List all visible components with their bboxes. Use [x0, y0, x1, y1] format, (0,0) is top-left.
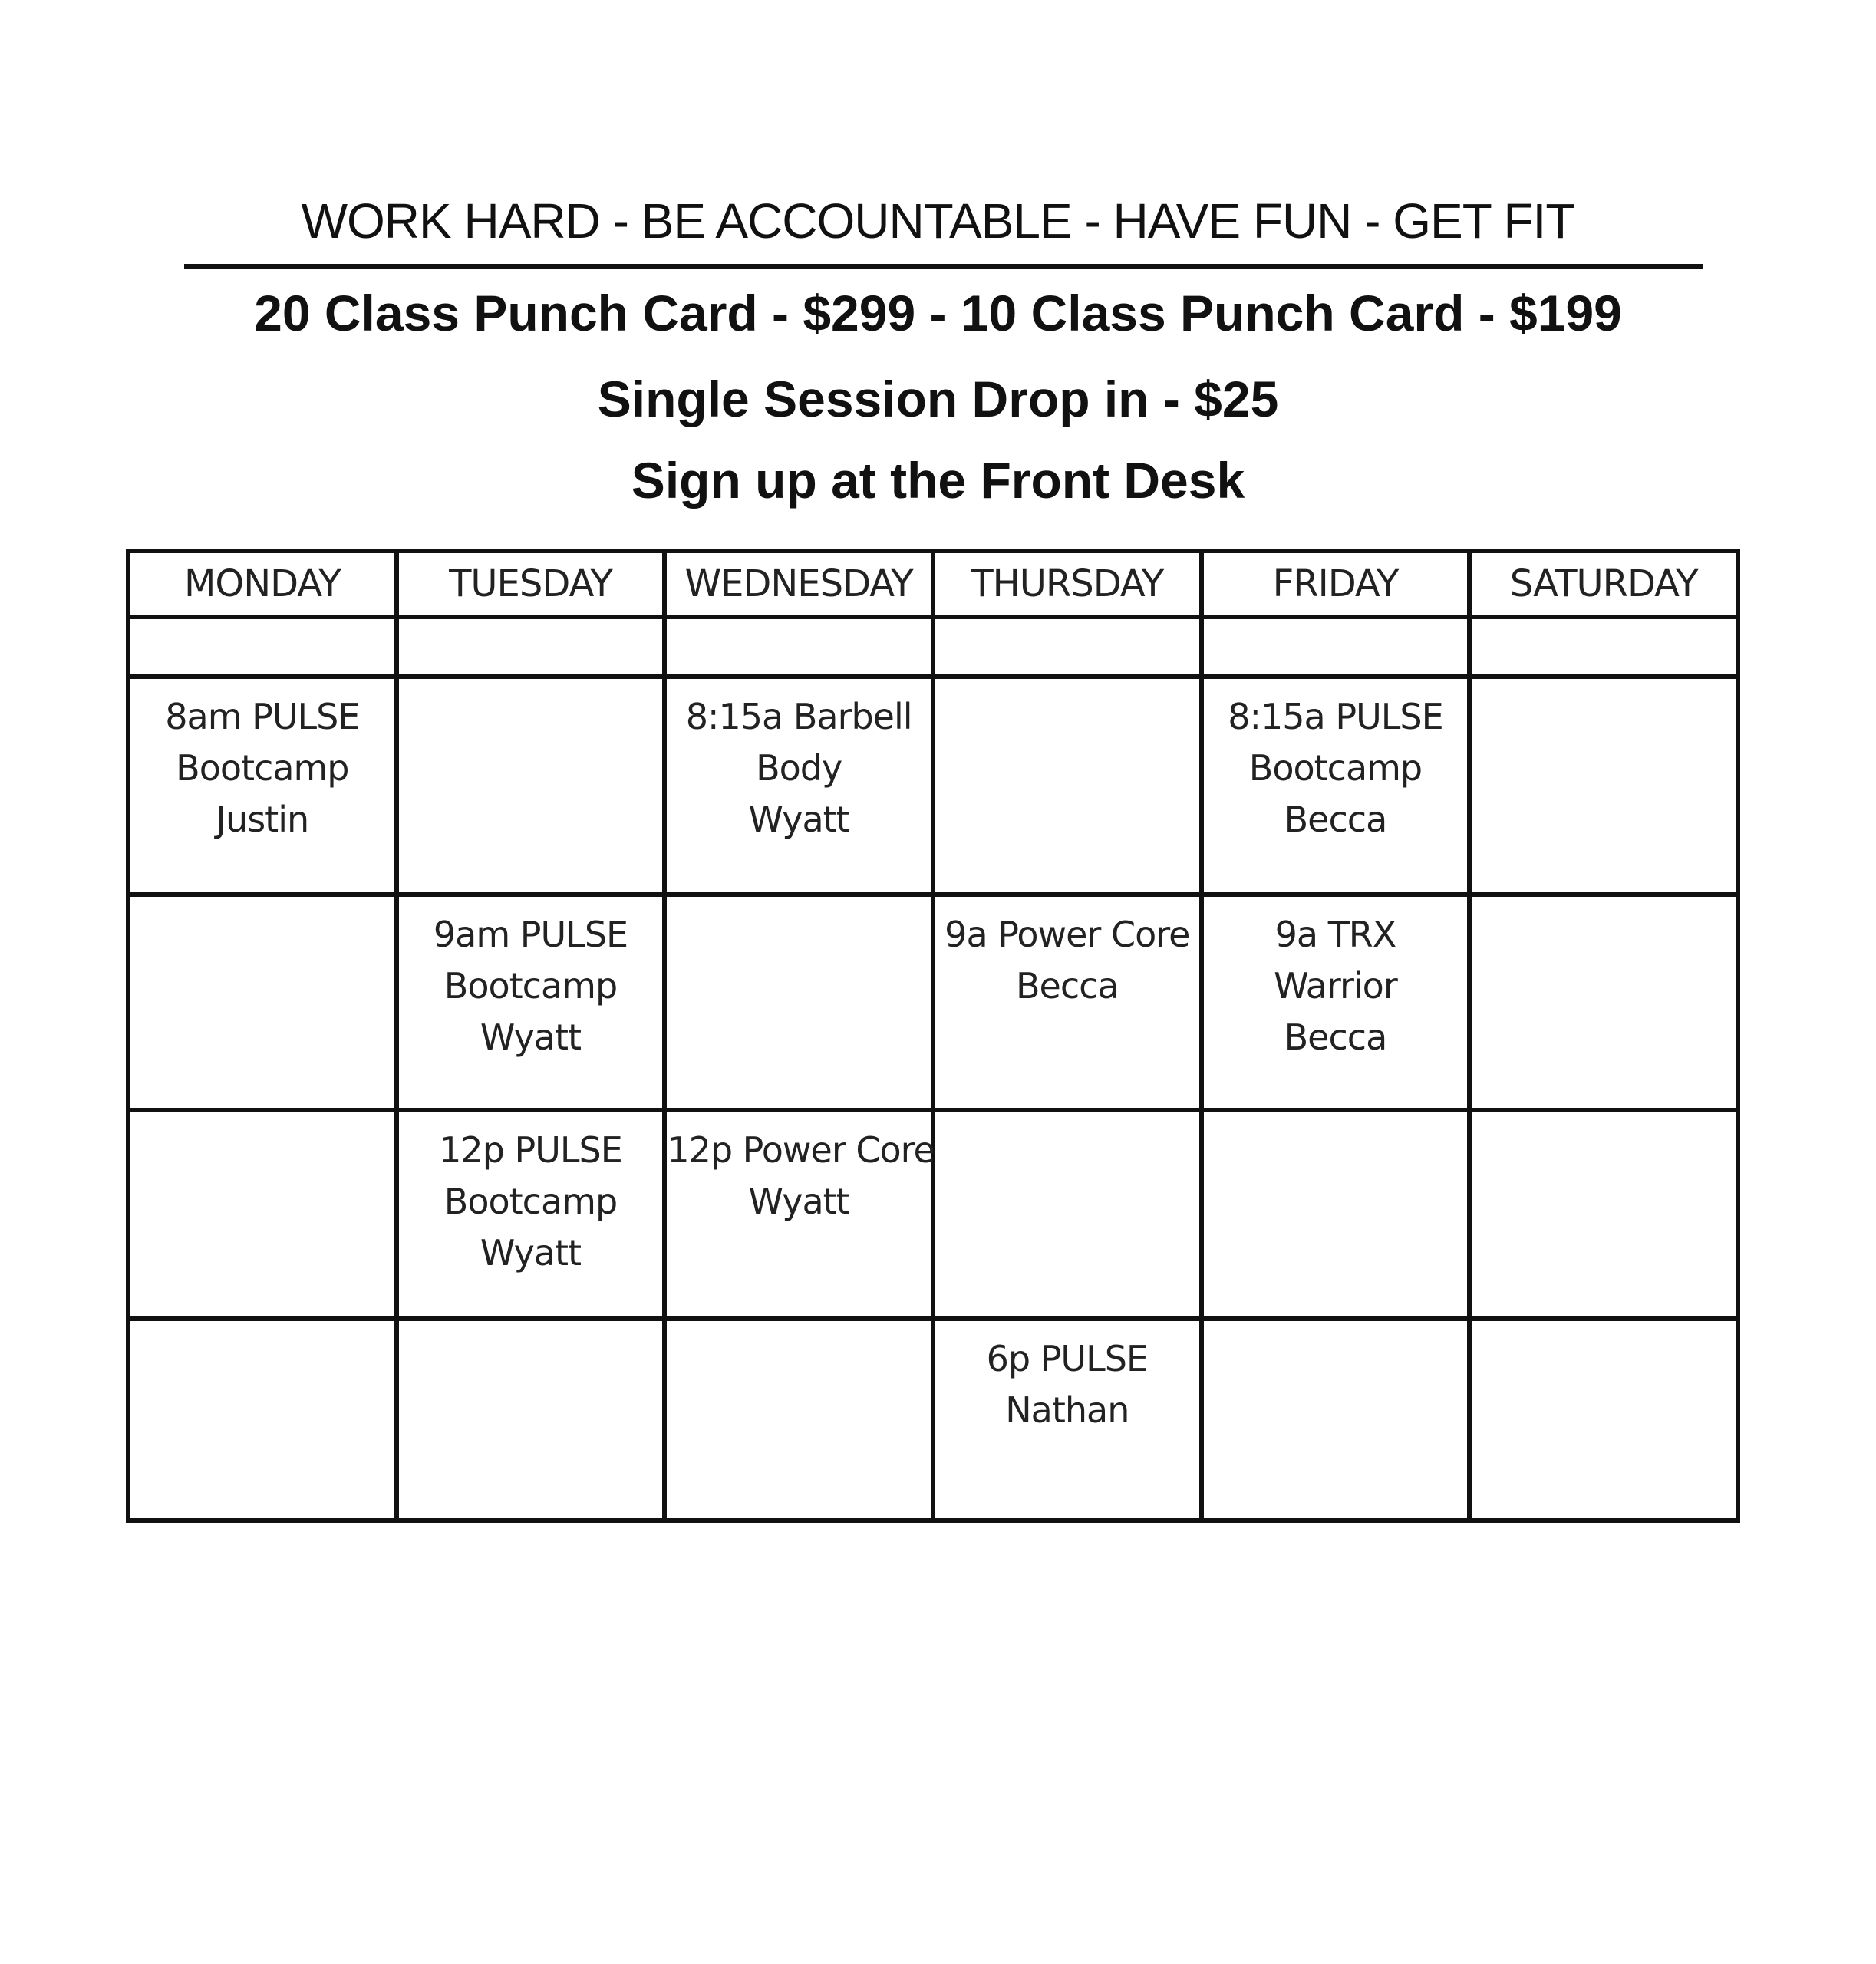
class-entry-line: Body — [756, 747, 842, 789]
spacer-cell — [1202, 617, 1470, 677]
spacer-cell — [933, 617, 1202, 677]
schedule-cell-friday — [1202, 1319, 1470, 1521]
schedule-row — [128, 895, 1738, 1111]
class-entry — [1204, 897, 1468, 1063]
class-entry-line: Becca — [1284, 799, 1387, 841]
day-header-tuesday: TUESDAY — [397, 551, 665, 617]
class-entry-line: 9a Power Core — [945, 913, 1190, 955]
day-header-thursday: THURSDAY — [933, 551, 1202, 617]
day-header-monday: MONDAY — [128, 551, 397, 617]
schedule-cell-monday — [128, 1319, 397, 1521]
schedule-cell-wednesday — [664, 677, 933, 895]
class-entry-line: 12p PULSE — [439, 1129, 622, 1171]
schedule-cell-tuesday — [397, 677, 665, 895]
pricing-punch-cards: 20 Class Punch Card - $299 - 10 Class Punch Card - $199 — [254, 285, 1622, 341]
schedule-cell-saturday — [1469, 895, 1738, 1111]
schedule-row — [128, 1319, 1738, 1521]
spacer-row — [128, 617, 1738, 677]
signup-note: Sign up at the Front Desk — [631, 452, 1245, 509]
class-entry — [399, 1112, 663, 1279]
class-entry-line: Wyatt — [480, 1232, 582, 1274]
schedule-cell-wednesday — [664, 1110, 933, 1318]
motto: WORK HARD - BE ACCOUNTABLE - HAVE FUN - GET FIT — [301, 193, 1575, 249]
schedule-cell-thursday — [933, 1319, 1202, 1521]
spacer-cell — [664, 617, 933, 677]
class-entry-line: 9a TRX — [1274, 913, 1396, 955]
class-entry-line: Bootcamp — [176, 747, 349, 789]
class-entry-line: Becca — [1015, 964, 1119, 1007]
day-header-friday: FRIDAY — [1202, 551, 1470, 617]
class-entry-line: 8am PULSE — [165, 696, 360, 738]
header-divider — [184, 264, 1703, 269]
schedule-cell-saturday — [1469, 1319, 1738, 1521]
class-entry-line: 8:15a Barbell — [685, 696, 912, 738]
class-entry-line: Justin — [216, 799, 309, 841]
class-entry-line: Bootcamp — [443, 964, 618, 1007]
schedule-cell-wednesday — [664, 1319, 933, 1521]
schedule-cell-monday — [128, 677, 397, 895]
day-header-saturday: SATURDAY — [1469, 551, 1738, 617]
class-entry-line: 8:15a PULSE — [1228, 696, 1443, 738]
class-entry-line: Warrior — [1274, 964, 1397, 1007]
schedule-cell-wednesday — [664, 895, 933, 1111]
schedule-cell-thursday — [933, 1110, 1202, 1318]
class-entry-line: Bootcamp — [1248, 747, 1423, 789]
class-entry — [130, 679, 394, 845]
day-header-wednesday: WEDNESDAY — [664, 551, 933, 617]
class-entry-line: 12p Power Core — [667, 1129, 935, 1171]
schedule-cell-friday — [1202, 895, 1470, 1111]
day-header-row — [128, 551, 1738, 617]
schedule-cell-monday — [128, 895, 397, 1111]
schedule-cell-monday — [128, 1110, 397, 1318]
schedule-cell-tuesday — [397, 1110, 665, 1318]
class-entry — [667, 1112, 935, 1228]
class-entry-line: Wyatt — [480, 1016, 582, 1058]
spacer-cell — [397, 617, 665, 677]
class-entry-line: Bootcamp — [443, 1181, 618, 1223]
schedule-cell-friday — [1202, 1110, 1470, 1318]
schedule-cell-tuesday — [397, 895, 665, 1111]
class-entry — [935, 1321, 1199, 1436]
schedule-row — [128, 1110, 1738, 1318]
class-entry-line: 6p PULSE — [986, 1337, 1148, 1379]
schedule-cell-saturday — [1469, 1110, 1738, 1318]
class-entry — [935, 897, 1199, 1012]
class-schedule-table — [126, 549, 1740, 1523]
class-entry — [667, 679, 931, 845]
schedule-cell-friday — [1202, 677, 1470, 895]
class-entry-line: Becca — [1284, 1016, 1387, 1058]
class-entry — [399, 897, 663, 1063]
class-entry-line: 9am PULSE — [433, 913, 628, 955]
schedule-row — [128, 677, 1738, 895]
class-entry-line: Wyatt — [748, 1181, 849, 1223]
pricing-drop-in: Single Session Drop in - $25 — [597, 371, 1279, 427]
schedule-cell-thursday — [933, 677, 1202, 895]
spacer-cell — [1469, 617, 1738, 677]
schedule-cell-tuesday — [397, 1319, 665, 1521]
spacer-cell — [128, 617, 397, 677]
class-entry — [1204, 679, 1468, 845]
class-entry-line: Nathan — [1005, 1389, 1129, 1431]
schedule-cell-saturday — [1469, 677, 1738, 895]
schedule-cell-thursday — [933, 895, 1202, 1111]
class-entry-line: Wyatt — [748, 799, 849, 841]
